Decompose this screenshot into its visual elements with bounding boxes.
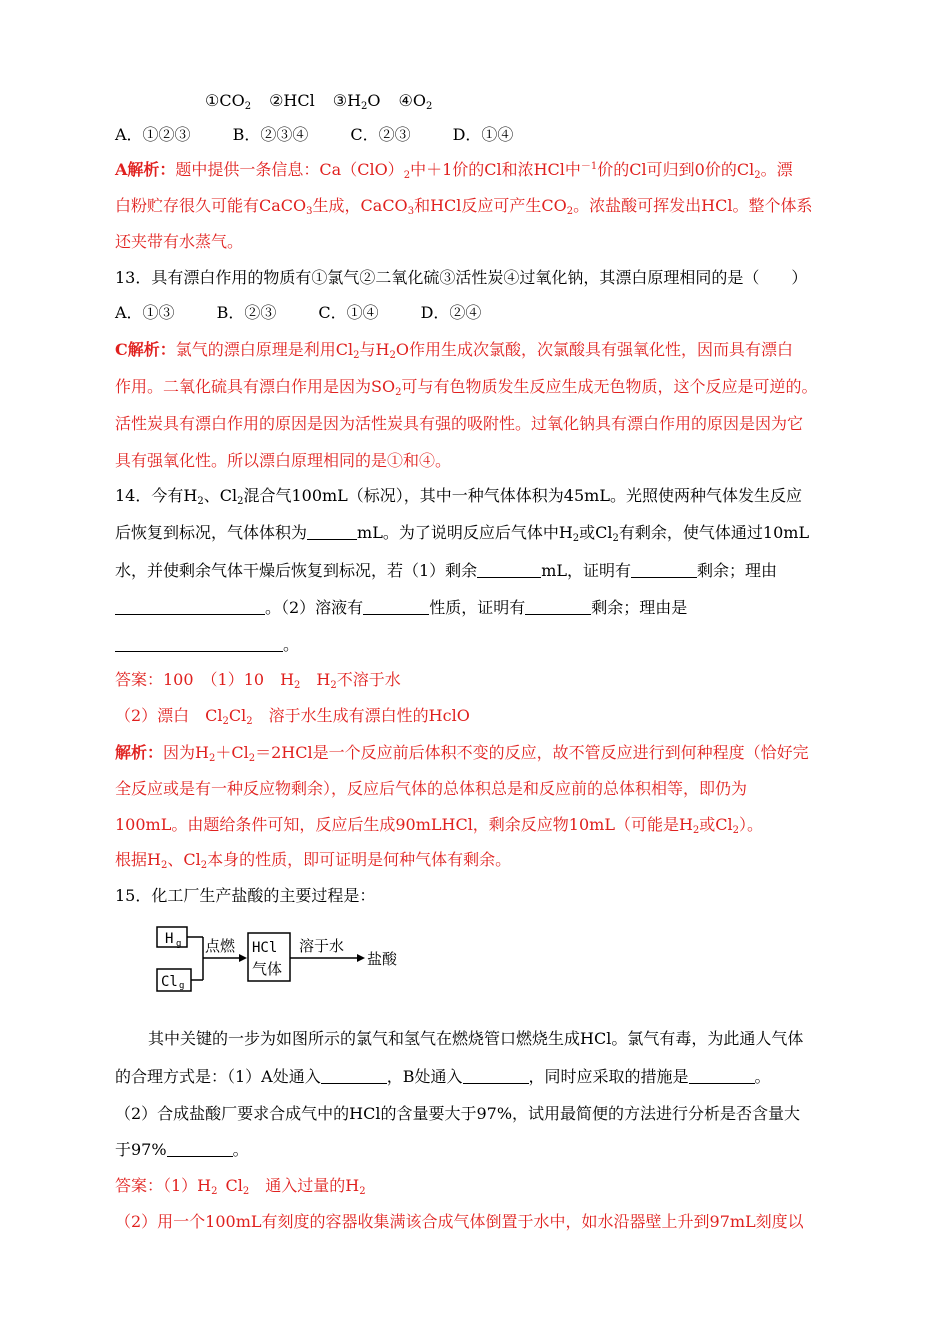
q15-blank-b[interactable]	[463, 1069, 529, 1084]
q14-blank-reason-2[interactable]	[115, 637, 283, 652]
q12-option-b: B．②③④	[232, 125, 309, 144]
q14-blank-property[interactable]	[363, 600, 429, 615]
q12-option-a: A．①②③	[115, 125, 191, 144]
q15-blank-analysis[interactable]	[167, 1142, 233, 1157]
q14-analysis-line-3: 100mL。由题给条件可知，反应后生成90mLHCl，剩余反应物10mL（可能是$H_2$或$Cl_2$）。	[115, 815, 764, 836]
q12-items: $①CO_2$ ②HCl $③H_2O$ $④O_2$	[205, 91, 433, 112]
q14-line-1: 14．今有$H_2$、$Cl_2$混合气100mL（标况），其中一种气体体积为45mL。光照使两种气体发生反应	[115, 486, 802, 507]
q14-line-4: 。（2）溶液有 性质，证明有 剩余；理由是	[115, 598, 687, 618]
cl2-label: Cl	[161, 974, 178, 990]
q15-title: 15．化工厂生产盐酸的主要过程是：	[115, 886, 376, 905]
q14-blank-remaining[interactable]	[477, 563, 541, 578]
gas-label: 气体	[252, 960, 283, 978]
h2-label: H	[165, 931, 174, 947]
q15-blank-a[interactable]	[321, 1069, 387, 1084]
ignite-label: 点燃	[205, 937, 236, 955]
q13-analysis-line-2: 作用。二氧化硫具有漂白作用是因为$SO_2$可与有色物质发生反应生成无色物质，这个反应是可逆的。	[115, 377, 818, 398]
q13-analysis-line-4: 具有强氧化性。所以漂白原理相同的是①和④。	[115, 451, 452, 470]
q14-answer-1: 答案：100 （1）10 $H_2$ $H_2$不溶于水	[115, 670, 401, 691]
q14-blank-gas-2[interactable]	[525, 600, 591, 615]
q14-blank-reason-1[interactable]	[115, 600, 265, 615]
q12-analysis-line-1: A解析：题中提供一条信息：$Ca(ClO)_2$中＋1价的Cl和浓HCl中$^{-1}$价的Cl可归到0价的$Cl_2$。漂	[115, 160, 793, 181]
cl2-sub: g	[179, 981, 185, 991]
q12-analysis-line-3: 还夹带有水蒸气。	[115, 232, 244, 251]
q13-analysis-line-3: 活性炭具有漂白作用的原因是因为活性炭具有强的吸附性。过氧化钠具有漂白作用的原因是因为它	[115, 414, 804, 433]
q12-analysis-line-2: 白粉贮存很久可能有CaCO$_3$生成，CaCO$_3$和HCl反应可产生$CO_2$。浓盐酸可挥发出HCl。整个体系	[115, 196, 813, 217]
q12-option-c: C．②③	[350, 125, 411, 144]
q13-question: 13．具有漂白作用的物质有①氯气②二氧化硫③活性炭④过氧化钠，其漂白原理相同的是（ ）	[115, 268, 808, 287]
q12-options	[115, 125, 513, 145]
q12-option-d: D．①④	[452, 125, 514, 144]
q14-analysis-line-4: 根据$H_2$、$Cl_2$本身的性质，即可证明是何种气体有剩余。	[115, 850, 512, 871]
q15-answer-1: 答案：$(1)H_2$ $Cl_2$ 通入过量的$H_2$	[115, 1176, 366, 1197]
hydrochloric-acid-label: 盐酸	[367, 950, 398, 968]
hcl-label: HCl	[252, 940, 278, 956]
q14-line-2: 后恢复到标况，气体体积为 mL。为了说明反应后气体中$H_2$或$Cl_2$有剩余，使气体通过10mL	[115, 523, 810, 544]
q15-paragraph-4: 于97% 。	[115, 1140, 249, 1159]
q15-answer-2: （2）用一个100mL有刻度的容器收集满该合成气体倒置于水中，如水沿器壁上升到97mL刻度以	[115, 1212, 804, 1231]
q13-options: A．①③ B．②③ C．①④ D．②④	[115, 303, 482, 322]
q15-paragraph-3: （2）合成盐酸厂要求合成气中的HCl的含量要大于97%，试用最简便的方法进行分析是否含量大	[115, 1104, 801, 1123]
q15-paragraph-2: 的合理方式是：（1）A处通入 ，B处通入 ，同时应采取的措施是 。	[115, 1067, 771, 1086]
q14-analysis-line-1: 解析：因为$H_2+Cl_2=2HCl$是一个反应前后体积不变的反应，故不管反应进行到何种程度（恰好完	[115, 743, 809, 764]
q13-analysis-line-1: C解析：氯气的漂白原理是利用$Cl_2$与$H_2O$作用生成次氯酸，次氯酸具有强氧化性，因而具有漂白	[115, 340, 793, 361]
q14-blank-volume[interactable]	[307, 525, 357, 540]
q14-line-3: 水，并使剩余气体干燥后恢复到标况，若（1）剩余 mL，证明有 剩余；理由	[115, 561, 778, 580]
h2-sub: g	[176, 939, 182, 949]
q14-line-5: 。	[115, 635, 299, 655]
q14-answer-2: （2）漂白 $Cl_2Cl_2$ 溶于水生成有漂白性的HclO	[115, 706, 470, 727]
dissolve-label: 溶于水	[299, 937, 345, 955]
hcl-process-diagram	[155, 925, 425, 995]
q14-blank-gas[interactable]	[631, 563, 697, 578]
q14-analysis-line-2: 全反应或是有一种反应物剩余），反应后气体的总体积总是和反应前的总体积相等，即仍为	[115, 779, 748, 798]
q15-paragraph-1: 其中关键的一步为如图所示的氯气和氢气在燃烧管口燃烧生成HCl。氯气有毒，为此通人气体	[148, 1029, 804, 1048]
q15-blank-measure[interactable]	[689, 1069, 755, 1084]
